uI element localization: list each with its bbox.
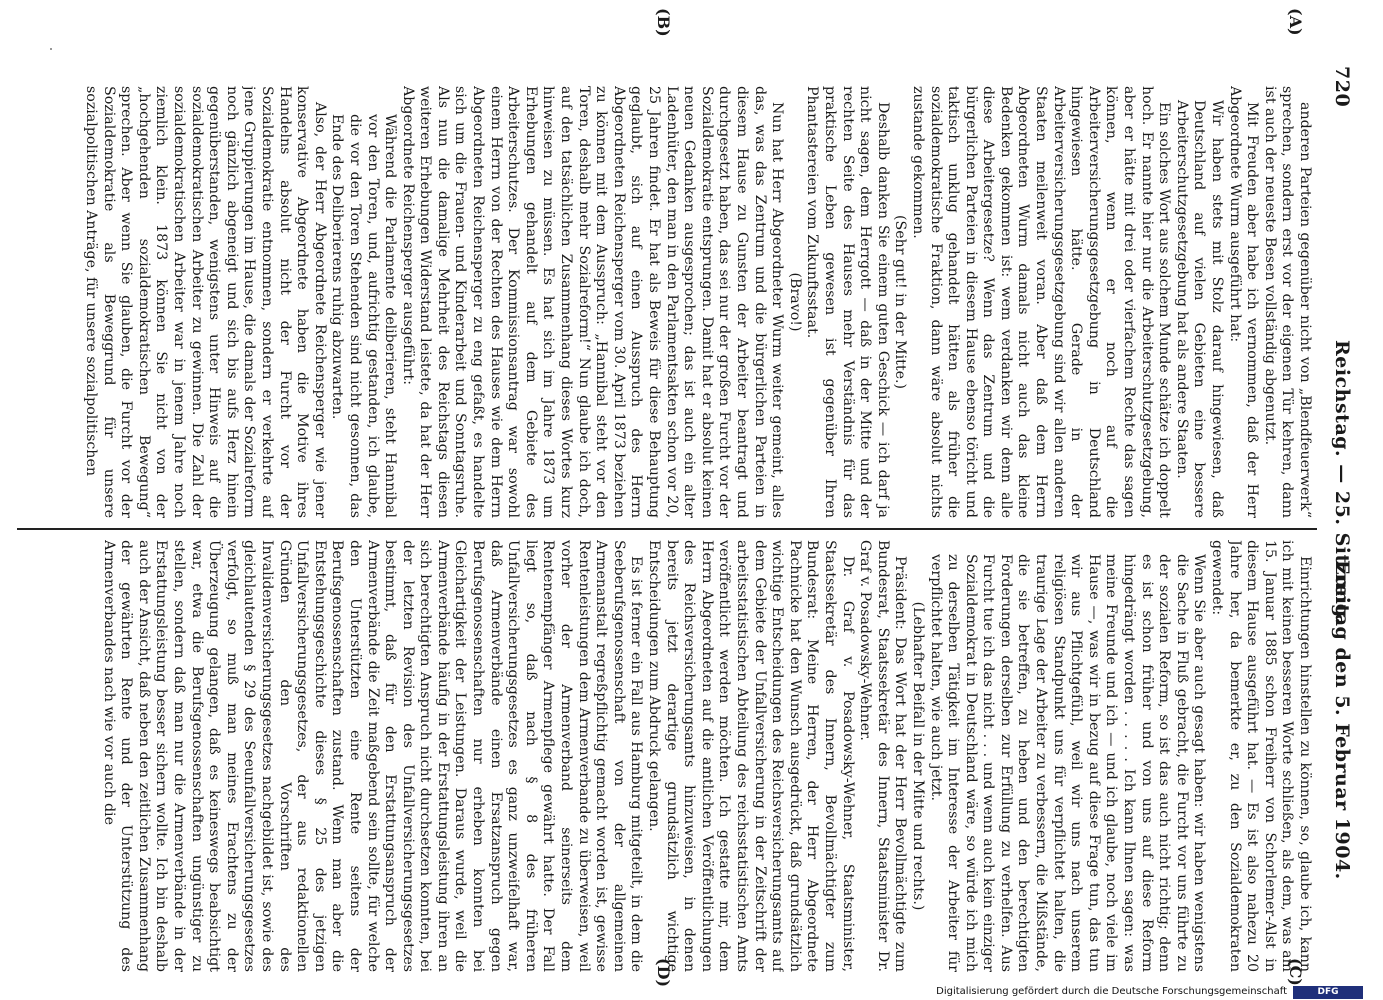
speaker-paragraph: Dr. Graf v. Posadowsky-Wehner, Staatsminister, Staatssekretär des Innern, Bevollmächtigter zum Bundesrat: Meine Herren, der Herr Abgeordnete Pachnicke hat den Wunsch ausgedrückt, daß grundsätzlich wichtige Entscheidungen des Reichsversicherungsamts auf dem Gebiete der Unfallversicherung in der Zeitschrift der arbeitsstatistischen Abteilung des reichsstatistischen Amts veröffentlicht werden möchten. Ich gestatte mir, dem Herrn Abgeordneten auf die amtlichen Veröffentlichungen des Reichsversicherungsamts hinzuweisen, in denen bereits jetzt derartige grundsätzlich wichtige Entscheidungen zum Abdruck gelangen. bbox=[646, 540, 856, 972]
paragraph: Es ist ferner ein Fall aus Hamburg mitgeteilt, in dem die Seeberufsgenossenschaft von der allgemeinen Armenanstalt regreßpflichtig gemacht worden ist, gewisse Rentenleistungen dem Armenverbande zu überweisen, weil vorher der Armenverband seinerseits dem Rentenempfänger Armenpflege gewährt hatte. Der Fall liegt so, daß nach § 8 des früheren Unfallversicherungsgesetzes es ganz unzweifelhaft war, daß Armenverbände einen Ersatzanspruch gegen Berufsgenossenschaften nur erheben konnten bei Gleichartigkeit der Leistungen. Daraus wurde, weil die Armenverbände häufig in der Erstattungsleistung ihren an sich berechtigten Anspruch nicht durchsetzen konnten, bei der letzten Revision des Unfallversicherungsgesetzes bestimmt, daß für den Erstattungsanspruch der Armenverbände die Zeit maßgebend sein sollte, für welche den Unterstützten eine Rente seitens der Berufsgenossenschaften zustand. Wenn man aber die Entstehungsgeschichte dieses § 25 des jetzigen Unfallversicherungsgesetzes, der aus redaktionellen Gründen den Vorschriften des Invalidenversicherungsgesetzes nachgebildet ist, sowie des gleichlautenden § 29 des Seeunfallversicherungsgesetzes verfolgt, so muß man meines Erachtens zu der Überzeugung gelangen, daß es keineswegs beabsichtigt war, etwa die Berufsgenossenschaften ungünstiger zu stellen, sondern daß man nur die Armenverbände in der Erstattungsleistung besser sichern wollte. Ich bin deshalb auch der Ansicht, daß neben den zeitlichen Zusammenhang der gewährten Rente und der Unterstützung des Armenverbandes nach wie vor auch die bbox=[100, 540, 645, 972]
speaker-paragraph: Präsident: Das Wort hat der Herr Bevollmächtigte zum Bundesrat, Staatssekretär des Innern, Staatsminister Dr. Graf v. Posadowsky-Wehner. bbox=[857, 540, 909, 972]
paragraph: Nun hat Herr Abgeordneter Wurm weiter gemeint, alles das, was das Zentrum und die bürgerlichen Parteien in diesem Hause zu Gunsten der Arbeiter beantragt und durchgesetzt haben, das sei nur der großen Furcht vor der Sozialdemokratie entsprungen. Damit hat er absolut keinen neuen Gedanken ausgesprochen; das ist auch ein alter Ladenhüter, den man in den Parlamentsakten schon vor 20, 25 Jahren findet. Er hat als Beweis für diese Behauptung geglaubt, sich auf einen Ausspruch des Herrn Abgeordneten Reichensperger vom 30. April 1873 beziehen zu können mit dem Ausspruch: „Hannibal steht vor den Toren, deshalb mehr Sozialreform!“ Nun glaube ich doch, auf den tatsächlichen Zusammenhang dieses Wortes kurz hinweisen zu müssen. Es hat sich im Jahre 1873 um Erhebungen gehandelt auf dem Gebiete des Arbeiterschutzes. Der Kommissionsantrag war sowohl einem Herrn von der Rechten des Hauses wie dem Herrn Abgeordneten Reichensperger zu eng gefaßt, es handelte sich um die Frauen- und Kinderarbeit und Sonntagsruhe. Als nun die damalige Mehrheit des Reichstags diesen weiteren Erhebungen Widerstand leistete, da hat der Herr Abgeordnete Reichensperger ausgeführt: bbox=[399, 86, 786, 518]
interjection: (Sehr gut! in der Mitte.) bbox=[892, 214, 909, 390]
interjection: (Lebhafter Beifall in der Mitte und rechts.) bbox=[909, 601, 926, 911]
dfg-logo: DFG bbox=[1293, 986, 1363, 999]
column-divider bbox=[17, 528, 1317, 530]
quote: Während die Parlamente deliberieren, steht Hannibal vor den Toren, und, aufrichtig gestanden, ich glaube, die vor den Toren Stehenden sind nicht gesonnen, das Ende des Deliberierens ruhig abzuwarten. bbox=[329, 114, 399, 518]
right-column bbox=[23, 540, 1313, 972]
left-column bbox=[23, 86, 1313, 518]
scan-speck bbox=[50, 48, 52, 50]
paragraph: Ein solches Wort aus solchem Munde schätze ich doppelt hoch. Er nannte hier nur die Arbeiterschutzgesetzgebung, aber er hätte mit drei oder vierfachem Rechte das sagen können, wenn er noch auf die Arbeiterversicherungsgesetzgebung in Deutschland hingewiesen hätte. Gerade in der Arbeiterversicherungsgesetzgebung sind wir allen anderen Staaten meilenweit voran. Aber daß dem Herrn Abgeordneten Wurm damals nicht auch das kleine Bedenken gekommen ist: wem verdanken wir denn alle diese Arbeitergesetze? Wenn das Zentrum und die bürgerlichen Parteien in diesem Hause ebenso töricht und taktisch unklug gehandelt hätten als früher die sozialdemokratische Fraktion, dann wäre absolut nichts zustande gekommen. bbox=[909, 86, 1173, 518]
margin-mark-b: (B) bbox=[654, 8, 673, 37]
paragraph: Deshalb danken Sie einem guten Geschick — ich darf ja nicht sagen, dem Herrgott — daß in der Mitte und der rechten Seite des Hauses mehr Verständnis für das praktische Leben gewesen ist gegenüber Ihren Phantastereien vom Zukunftsstaat. bbox=[804, 86, 891, 518]
footer-credit: Digitalisierung gefördert durch die Deutsche Forschungsgemeinschaft bbox=[936, 986, 1287, 997]
page-number: 720 bbox=[1331, 66, 1353, 108]
interjection: (Bravo!) bbox=[786, 272, 803, 332]
header-title-left: Reichstag. — 25. Sitzung. bbox=[1331, 340, 1353, 625]
paragraph: Mit Freuden aber habe ich vernommen, daß der Herr Abgeordnete Wurm ausgeführt hat: bbox=[1226, 86, 1261, 518]
margin-mark-a: (A) bbox=[1286, 8, 1305, 36]
page-footer bbox=[0, 986, 1383, 1000]
quote: Wenn Sie aber auch gesagt haben: wir haben wenigstens die Sache in Fluß gebracht, die Furcht vor uns führte zu der sozialen Reform, so ist das auch nicht richtig; denn es ist schon früher und von uns auf diese Reform hingedrängt worden . . . . . Ich kann Ihnen sagen: was meine Freunde und ich — und ich glaube, noch viele im Hause —, was wir in bezug auf diese Frage tun, das tun wir aus Pflichtgefühl, weil wir uns nach unserem religiösen Standpunkt uns für verpflichtet halten, die traurige Lage der Arbeiter zu verbessern, die Mißstände, die sie betreffen, zu heben und den berechtigten Forderungen derselben zur Erfüllung zu verhelfen. Aus Furcht tue ich das nicht . . . und wenn auch kein einziger Sozialdemokrat in Deutschland wäre, so würde ich mich zu derselben Tätigkeit im Interesse der Arbeiter für verpflichtet halten, wie auch jetzt. bbox=[927, 554, 1208, 972]
paragraph: Also, der Herr Abgeordnete Reichensperger wie jener konservative Abgeordnete haben die Motive ihres Handelns absolut nicht der Furcht vor der Sozialdemokratie entnommen, sondern er verkehrte auf jene Gruppierungen im Hause, die damals der Sozialreform noch gänzlich abgeneigt und sich bis aufs Herz hinein gegenüberstanden, wenigstens unter Hinweis auf die sozialdemokratischen Arbeiter zu gewinnen. Die Zahl der sozialdemokratischen Arbeiter war in jenem Jahre noch ziemlich klein. 1873 können Sie nicht von der „hochgehenden sozialdemokratischen Bewegung“ sprechen. Aber wenn Sie glauben, die Furcht vor der Sozialdemokratie als Beweggrund für unsere sozialpolitischen Anträge, für unsere sozialpolitischen bbox=[83, 86, 328, 518]
paragraph: anderen Parteien gegenüber nicht von „Blendfeuerwerk“ sprechen, sondern erst vor der eigenen Tür kehren, dann ist auch der neueste Besen vollständig abgenutzt. bbox=[1261, 86, 1313, 518]
page-header bbox=[1325, 40, 1361, 980]
margin-mark-d: (D) bbox=[654, 958, 673, 988]
quote: Wir haben stets mit Stolz darauf hingewiesen, daß Deutschland auf vielen Gebieten eine bessere Arbeiterschutzgesetzgebung hat als andere Staaten. bbox=[1173, 100, 1226, 518]
margin-mark-c: (C) bbox=[1286, 958, 1305, 986]
paragraph: Einrichtungen hinstellen zu können, so, glaube ich, kann ich mit keinen besseren Worte schließen, als dem, was am 15. Januar 1885 schon Freiherr von Schorlemer-Alst in diesem Hause ausgeführt hat. — Es ist also nahezu 20 Jahre her, da bemerkte er, zu den Sozialdemokraten gewendet: bbox=[1209, 540, 1313, 972]
header-title-right: Freitag den 5. Februar 1904. bbox=[1331, 560, 1353, 880]
